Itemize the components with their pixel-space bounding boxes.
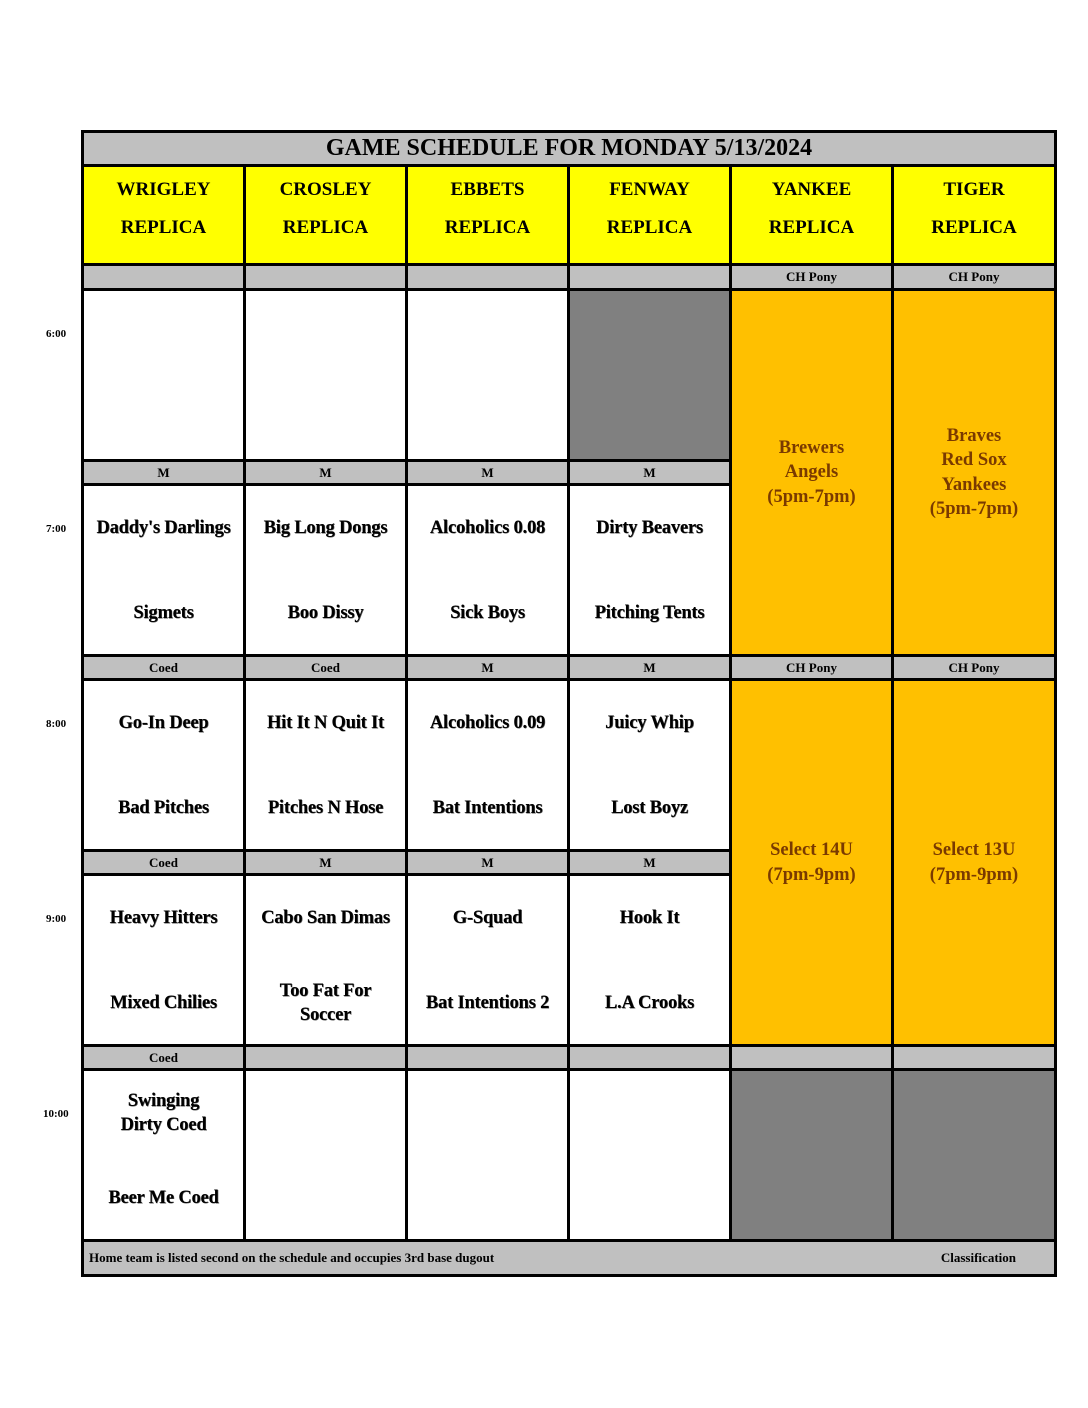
time-label-8: 8:00 (46, 718, 67, 730)
classification-cell: CH Pony (732, 657, 891, 678)
classification-cell: M (408, 657, 567, 678)
home-team: Too Fat For Soccer (279, 981, 372, 1025)
empty-slot (570, 1071, 729, 1239)
field-header-ebbets (408, 167, 567, 263)
game-cell (408, 486, 567, 654)
block-line: (5pm-7pm) (767, 486, 856, 507)
away-team: Alcoholics 0.08 (429, 518, 546, 538)
home-team: Boo Dissy (287, 603, 364, 623)
game-cell (408, 876, 567, 1044)
field-type: REPLICA (931, 217, 1017, 238)
home-team: Sick Boys (450, 603, 525, 623)
classification-cell (408, 266, 567, 288)
classification-cell: M (570, 657, 729, 678)
block-line: Yankees (941, 474, 1007, 495)
field-type: REPLICA (606, 217, 693, 238)
away-team: Big Long Dongs (263, 518, 388, 538)
classification-legend: Classification (940, 1250, 1016, 1265)
classification-cell (732, 1047, 891, 1068)
field-type: REPLICA (120, 217, 207, 238)
field-type: REPLICA (282, 217, 369, 238)
game-cell (570, 486, 729, 654)
home-team: Mixed Chilies (110, 993, 217, 1013)
classification-cell (408, 1047, 567, 1068)
away-team: Swinging Dirty Coed (120, 1091, 207, 1135)
field-name: CROSLEY (279, 179, 372, 200)
page-title: GAME SCHEDULE FOR MONDAY 5/13/2024 (84, 133, 1054, 164)
classification-cell: Coed (84, 852, 243, 873)
unavailable-slot (894, 1071, 1054, 1239)
home-team: Sigmets (133, 603, 194, 623)
classification-cell: Coed (84, 1047, 243, 1068)
classification-cell: CH Pony (894, 657, 1054, 678)
classification-cell: Coed (84, 657, 243, 678)
unavailable-slot (570, 291, 729, 459)
classification-cell (84, 266, 243, 288)
game-cell (570, 876, 729, 1044)
classification-cell: M (570, 462, 729, 483)
time-label-6: 6:00 (46, 328, 67, 340)
game-cell (84, 876, 243, 1044)
classification-cell (570, 266, 729, 288)
block-line: Select 14U (770, 840, 853, 860)
away-team: Heavy Hitters (109, 908, 218, 928)
home-team-note: Home team is listed second on the schedule and occupies 3rd base dugout (89, 1250, 495, 1265)
reserved-block-tiger-late (894, 681, 1054, 1044)
away-team: Hook It (619, 908, 680, 928)
classification-cell: M (408, 462, 567, 483)
block-line: (7pm-9pm) (767, 864, 856, 885)
block-line: Red Sox (941, 450, 1007, 470)
field-header-tiger (894, 167, 1054, 263)
classification-cell: M (246, 852, 405, 873)
classification-cell: CH Pony (894, 266, 1054, 288)
classification-cell: M (84, 462, 243, 483)
game-cell (408, 681, 567, 849)
schedule-table (81, 130, 1057, 1277)
game-cell (84, 486, 243, 654)
reserved-block-yankee-late (732, 681, 891, 1044)
field-header-fenway (570, 167, 729, 263)
field-header-yankee (732, 167, 891, 263)
reserved-block-tiger-early (894, 291, 1054, 654)
home-team: Bat Intentions 2 (425, 993, 550, 1013)
field-type: REPLICA (444, 217, 531, 238)
field-name: FENWAY (609, 179, 690, 200)
away-team: Go-In Deep (118, 713, 209, 733)
away-team: Cabo San Dimas (261, 908, 390, 928)
away-team: Dirty Beavers (596, 518, 703, 538)
game-cell (246, 681, 405, 849)
away-team: Alcoholics 0.09 (429, 713, 546, 733)
classification-cell: M (408, 852, 567, 873)
block-line: Brewers (778, 437, 845, 458)
classification-cell: M (570, 852, 729, 873)
block-line: (5pm-7pm) (929, 499, 1019, 519)
reserved-block-yankee-early (732, 291, 891, 654)
game-cell (246, 486, 405, 654)
classification-cell (570, 1047, 729, 1068)
field-name: WRIGLEY (116, 179, 211, 200)
field-header-wrigley (84, 167, 243, 263)
away-team: G-Squad (452, 908, 523, 928)
home-team: Beer Me Coed (108, 1188, 219, 1208)
time-label-9: 9:00 (46, 913, 67, 925)
field-name: TIGER (943, 179, 1005, 200)
classification-cell: M (246, 462, 405, 483)
away-team: Daddy's Darlings (96, 518, 231, 538)
time-label-7: 7:00 (46, 523, 67, 535)
classification-cell (246, 266, 405, 288)
field-name: YANKEE (771, 179, 852, 200)
block-line: Select 13U (932, 840, 1016, 860)
footer-row (84, 1242, 1054, 1274)
field-header-crosley (246, 167, 405, 263)
field-type: REPLICA (768, 217, 855, 238)
block-line: Angels (784, 462, 839, 483)
unavailable-slot (732, 1071, 891, 1239)
block-line: (7pm-9pm) (929, 864, 1019, 885)
game-cell (246, 876, 405, 1044)
empty-slot (408, 1071, 567, 1239)
classification-cell: Coed (246, 657, 405, 678)
game-cell (570, 681, 729, 849)
home-team: Pitches N Hose (267, 798, 384, 818)
away-team: Hit It N Quit It (266, 713, 385, 733)
game-cell (84, 1071, 243, 1239)
away-team: Juicy Whip (605, 713, 694, 733)
classification-cell (894, 1047, 1054, 1068)
game-cell (84, 681, 243, 849)
field-name: EBBETS (450, 179, 525, 200)
classification-cell (246, 1047, 405, 1068)
classification-cell: CH Pony (732, 266, 891, 288)
home-team: Bad Pitches (118, 798, 209, 818)
empty-slot (408, 291, 567, 459)
home-team: Lost Boyz (611, 798, 688, 818)
home-team: Pitching Tents (594, 603, 705, 623)
home-team: L.A Crooks (604, 993, 695, 1013)
empty-slot (84, 291, 243, 459)
empty-slot (246, 291, 405, 459)
empty-slot (246, 1071, 405, 1239)
time-label-10: 10:00 (43, 1108, 69, 1120)
block-line: Braves (946, 425, 1002, 446)
home-team: Bat Intentions (432, 798, 543, 818)
